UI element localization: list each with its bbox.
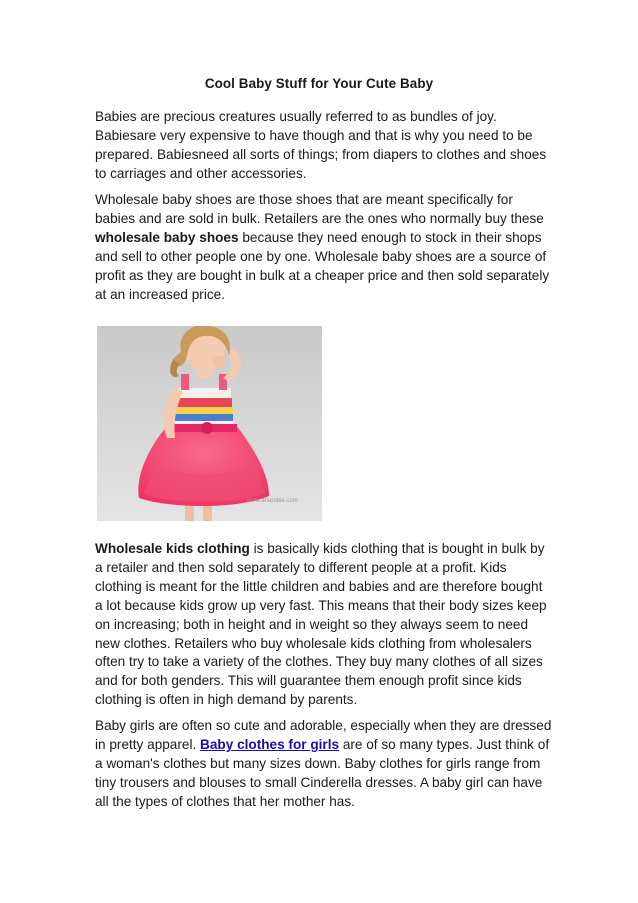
document-title: Cool Baby Stuff for Your Cute Baby [204,76,434,91]
paragraph-wholesale-kids-clothing [95,540,553,710]
stripe-red [176,398,232,407]
paragraph-baby-girls [95,717,553,812]
bold-phrase-wholesale-baby-shoes: wholesale baby shoes [95,229,239,245]
toddler-girl-illustration [97,326,322,521]
paragraph-text: are of so many types. Just think of a woman's clothes but many sizes down. Baby clothes for girls range from tiny trousers and blouses to small Cinderella dresses. A baby girl can have all the types of clothes that her mother has. [95,736,550,809]
paragraph-wholesale-baby-shoes [95,191,553,304]
stripe-blue [175,414,233,421]
bold-phrase-wholesale-kids-clothing: Wholesale kids clothing [95,541,250,556]
paragraph-text: because they need enough to stock in their shops and sell to other people one by one. Wholesale baby shoes are a source of profit as they are bought in bulk at a cheaper price and then sold separately at an increased price. [95,229,550,302]
sash-bow [201,422,213,434]
hand [213,356,225,368]
dress-strap-left [181,374,189,390]
link-baby-clothes-for-girls[interactable]: Baby clothes for girls [200,736,340,752]
paragraph-intro: Babies are precious creatures usually referred to as bundles of joy. Babiesare very expensive to have though and that is why you need to be prepared. Babiesneed all sorts of things; from diapers to clothes and shoes to carriages and other accessories. [95,109,547,181]
paragraph-text: Baby girls are often so cute and adorable, especially when they are dressed in pretty apparel. [95,718,552,752]
photo-watermark: www.anarobie.com [247,498,298,504]
toddler-girl-photo [97,326,322,521]
stripe-yellow [175,407,233,414]
paragraph-text: Wholesale baby shoes are those shoes that are meant specifically for babies and are sold in bulk. Retailers are the ones who normally buy these [95,192,544,226]
paragraph-text: is basically kids clothing that is bought in bulk by a retailer and then sold separately to different people at a profit. Kids clothing is meant for the little children and babies and are therefore bought a lot because kids grow up very fast. This means that their body sizes keep on increasing; both in height and in weight so they always seem to need new clothes. Retailers who buy wholesale kids clothing from wholesalers often try to take a variety of the clothes. They buy many clothes of all sizes and for both genders. This will guarantee them enough profit since kids clothing is often in high demand by parents. [95,541,547,708]
